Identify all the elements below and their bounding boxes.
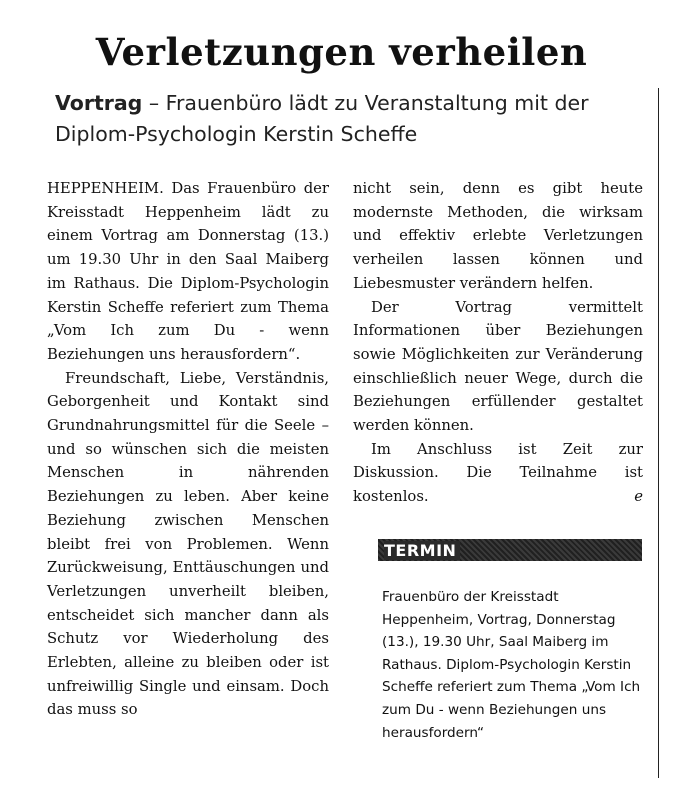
subheadline-keyword: Vortrag — [55, 91, 143, 115]
subheadline-text: Frauenbüro lädt zu Veranstaltung mit der Diplom-Psychologin Kerstin Scheffe — [55, 91, 589, 146]
article-column-2 — [353, 177, 643, 509]
author-signature: e — [634, 488, 643, 506]
paragraph-text: Das Frauenbüro der Kreisstadt Heppenheim lädt zu einem Vortrag am Donnerstag (13.) um 19.30 Uhr in den Saal Maiberg im Rathaus. Die Diplom-Psychologin Kerstin Scheffe referiert zum Thema „Vom Ich zum Du - wenn Beziehungen uns herausfordern“. — [47, 180, 329, 363]
subheadline-dash: – — [142, 91, 166, 115]
termin-text: Frauenbüro der Kreisstadt Heppenheim, Vortrag, Donnerstag (13.), 19.30 Uhr, Saal Maiberg im Rathaus. Diplom-Psychologin Kerstin Scheffe referiert zum Thema „Vom Ich zum Du - wenn Beziehungen uns herausfordern“ — [382, 589, 641, 741]
article-paragraph: nicht sein, denn es gibt heute modernste Methoden, die wirksam und effektiv erlebte Verletzungen verheilen lassen können und Liebesmuster verändern helfen. — [353, 180, 643, 292]
headline: Verletzungen verheilen — [95, 30, 588, 74]
subheadline — [55, 88, 655, 150]
article-paragraph: Der Vortrag vermittelt Informationen über Beziehungen sowie Möglichkeiten zur Veränderung einschließlich neuer Wege, durch die Beziehungen erfüllender gestaltet werden können. — [353, 298, 643, 435]
article-paragraph — [47, 177, 329, 367]
dateline: HEPPENHEIM. — [47, 180, 164, 197]
termin-label: TERMIN — [384, 541, 460, 560]
article-paragraph: Im Anschluss ist Zeit zur Diskussion. Die Teilnahme ist kostenlos. — [353, 440, 643, 506]
article-column-1 — [47, 177, 329, 722]
column-divider — [658, 88, 659, 778]
article-paragraph: Freundschaft, Liebe, Verständnis, Geborgenheit und Kontakt sind Grundnahrungsmittel für die Seele – und so wünschen sich die meisten Menschen in nährenden Beziehungen zu leben. Aber keine Beziehung zwischen Menschen bleibt frei von Problemen. Wenn Zurückweisung, Enttäuschungen und Verletzungen unverheilt bleiben, entscheidet sich mancher dann als Schutz vor Wiederholung des Erlebten, alleine zu bleiben oder ist unfreiwillig Single und einsam. Doch das muss so — [47, 369, 329, 719]
